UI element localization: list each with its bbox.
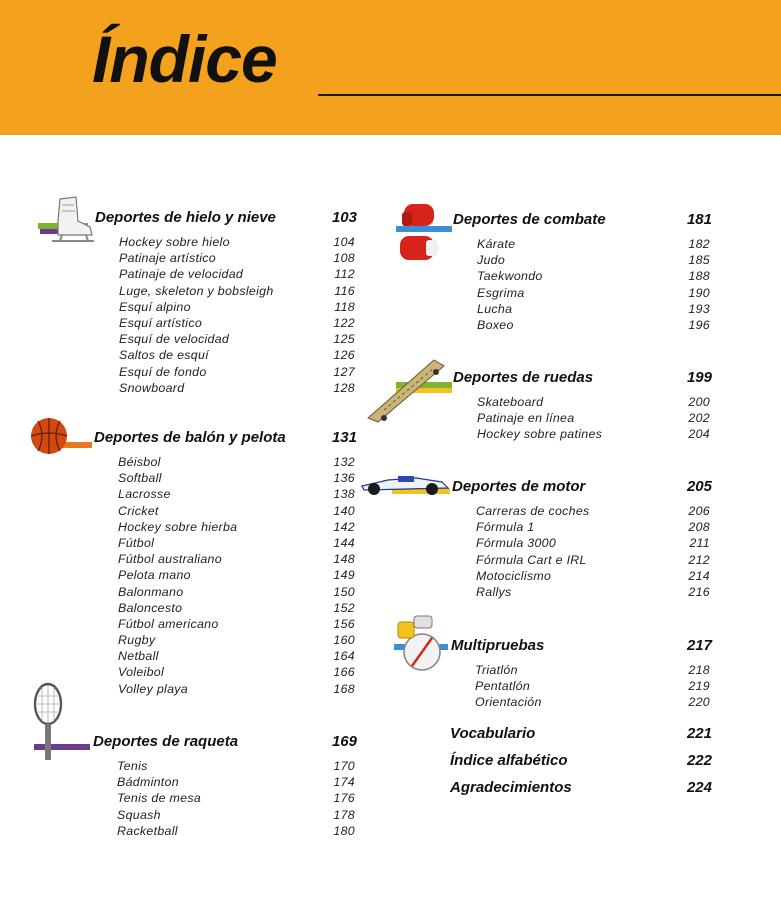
list-item[interactable] [117, 823, 357, 839]
list-item[interactable] [476, 535, 712, 551]
entry-page: 211 [689, 536, 710, 551]
entry-label: Esquí alpino [119, 299, 191, 314]
list-item[interactable] [118, 486, 357, 502]
list-item[interactable] [119, 380, 357, 396]
entry-list [118, 454, 357, 697]
list-item[interactable] [477, 426, 712, 442]
entry-list [477, 394, 712, 443]
list-item[interactable] [118, 454, 357, 470]
entry-page: 149 [333, 568, 355, 583]
list-item[interactable] [475, 678, 712, 694]
entry-page: 196 [688, 317, 710, 332]
list-item[interactable] [119, 315, 357, 331]
section-title: Deportes de motor [452, 478, 586, 495]
entry-page: 182 [688, 237, 710, 251]
entry-page: 208 [688, 520, 710, 535]
extra-label: Vocabulario [450, 725, 536, 742]
list-item[interactable] [477, 301, 712, 317]
entry-label: Motociclismo [476, 568, 552, 583]
entry-label: Baloncesto [118, 600, 183, 615]
entry-label: Tenis [117, 759, 148, 773]
entry-indice-alfabetico[interactable] [450, 752, 712, 769]
section-heading[interactable] [453, 369, 712, 386]
entry-page: 218 [688, 663, 710, 677]
entry-page: 212 [688, 552, 710, 567]
list-item[interactable] [119, 364, 357, 380]
list-item[interactable] [477, 394, 712, 410]
list-item[interactable] [477, 317, 712, 333]
entry-page: 118 [334, 299, 355, 314]
entry-label: Skateboard [477, 395, 544, 409]
entry-label: Fórmula Cart e IRL [476, 552, 587, 567]
extra-label: Índice alfabético [450, 752, 568, 769]
entry-label: Fórmula 3000 [476, 536, 557, 551]
list-item[interactable] [119, 331, 357, 347]
section-balon-pelota [94, 429, 357, 697]
entry-label: Cricket [118, 503, 159, 518]
section-title: Multipruebas [451, 637, 545, 654]
section-title: Deportes de combate [453, 211, 606, 228]
entry-label: Orientación [475, 695, 542, 710]
section-page: 181 [686, 211, 712, 228]
entry-label: Patinaje en línea [477, 411, 575, 426]
list-item[interactable] [119, 299, 357, 315]
entry-label: Squash [117, 807, 161, 822]
list-item[interactable] [476, 503, 712, 519]
list-item[interactable] [117, 758, 357, 774]
entry-list [475, 662, 712, 711]
entry-list [477, 236, 712, 333]
list-item[interactable] [118, 470, 357, 486]
entry-page: 144 [333, 535, 355, 550]
section-heading[interactable] [452, 478, 712, 495]
list-item[interactable] [117, 807, 357, 823]
entry-label: Lucha [477, 301, 513, 316]
entry-label: Fútbol [118, 535, 155, 550]
list-item[interactable] [118, 535, 357, 551]
list-item[interactable] [118, 567, 357, 583]
list-item[interactable] [119, 347, 357, 363]
ice-skate-icon [38, 195, 96, 253]
entry-label: Carreras de coches [476, 504, 590, 518]
entry-page: 148 [333, 552, 355, 567]
section-heading[interactable] [451, 637, 712, 654]
entry-page: 168 [333, 681, 355, 696]
section-combate [453, 211, 712, 333]
section-ruedas [453, 369, 712, 443]
entry-vocabulario[interactable] [450, 725, 712, 742]
race-car-icon [358, 466, 454, 502]
entry-list [117, 758, 357, 839]
section-page: 131 [331, 429, 357, 446]
page-title: Índice [92, 22, 277, 96]
list-item[interactable] [118, 632, 357, 648]
entry-page: 156 [333, 616, 355, 631]
entry-page: 185 [688, 253, 710, 268]
entry-page: 170 [333, 759, 355, 773]
section-page: 169 [331, 733, 357, 750]
entry-page: 202 [688, 411, 710, 426]
title-rule [318, 94, 781, 96]
skateboard-icon [364, 356, 454, 424]
entry-label: Triatlón [475, 663, 518, 677]
extra-page: 224 [686, 779, 712, 796]
entry-label: Tenis de mesa [117, 791, 202, 806]
entry-page: 220 [688, 695, 710, 710]
entry-label: Rugby [118, 633, 156, 648]
entry-label: Fórmula 1 [476, 520, 535, 535]
entry-page: 138 [333, 487, 355, 502]
entry-page: 216 [688, 584, 710, 599]
entry-label: Esgrima [477, 285, 525, 300]
entry-label: Balonmano [118, 584, 184, 599]
entry-page: 104 [333, 235, 355, 249]
section-heading[interactable] [95, 209, 357, 226]
entry-label: Volley playa [118, 681, 188, 696]
list-item[interactable] [476, 568, 712, 584]
section-hielo-nieve [95, 209, 357, 396]
list-item[interactable] [475, 662, 712, 678]
list-item[interactable] [118, 616, 357, 632]
entry-page: 125 [333, 332, 355, 347]
list-item[interactable] [118, 600, 357, 616]
list-item[interactable] [477, 410, 712, 426]
entry-page: 122 [333, 315, 355, 330]
basketball-icon [30, 416, 94, 456]
entry-label: Pelota mano [118, 568, 191, 583]
tennis-racket-icon [32, 682, 94, 764]
entry-label: Rallys [476, 584, 512, 599]
entry-page: 150 [333, 584, 355, 599]
list-item[interactable] [476, 552, 712, 568]
entry-label: Fútbol australiano [118, 552, 222, 567]
section-title: Deportes de ruedas [453, 369, 594, 386]
section-raqueta [93, 733, 357, 839]
entry-label: Béisbol [118, 455, 161, 469]
entry-label: Softball [118, 471, 162, 486]
entry-list [119, 234, 357, 396]
entry-label: Snowboard [119, 380, 185, 395]
entry-page: 128 [333, 380, 355, 395]
entry-page: 176 [333, 791, 355, 806]
list-item[interactable] [118, 551, 357, 567]
entry-label: Esquí de fondo [119, 364, 207, 379]
list-item[interactable] [477, 236, 712, 252]
list-item[interactable] [477, 268, 712, 284]
extra-label: Agradecimientos [450, 779, 572, 796]
entry-label: Lacrosse [118, 487, 171, 502]
entry-label: Esquí de velocidad [119, 332, 230, 347]
entry-page: 204 [688, 427, 710, 442]
section-motor [452, 478, 712, 600]
entry-page: 112 [334, 267, 355, 282]
list-item[interactable] [477, 285, 712, 301]
entry-page: 206 [688, 504, 710, 518]
list-item[interactable] [119, 234, 357, 250]
entry-page: 126 [333, 348, 355, 363]
entry-label: Pentatlón [475, 679, 531, 694]
entry-page: 214 [688, 568, 710, 583]
entry-page: 193 [688, 301, 710, 316]
list-item[interactable] [118, 664, 357, 680]
entry-page: 116 [334, 283, 355, 298]
entry-page: 108 [333, 251, 355, 266]
entry-label: Patinaje artístico [119, 251, 216, 266]
entry-label: Patinaje de velocidad [119, 267, 244, 282]
section-title: Deportes de balón y pelota [94, 429, 286, 446]
list-item[interactable] [476, 584, 712, 600]
list-item[interactable] [119, 266, 357, 282]
section-multipruebas [451, 637, 712, 711]
entry-list [476, 503, 712, 600]
entry-label: Voleibol [118, 665, 165, 680]
section-title: Deportes de hielo y nieve [95, 209, 276, 226]
entry-label: Bádminton [117, 775, 179, 790]
list-item[interactable] [119, 250, 357, 266]
entry-label: Judo [477, 253, 506, 268]
section-page: 103 [331, 209, 357, 226]
entry-page: 188 [688, 269, 710, 284]
section-page: 205 [686, 478, 712, 495]
list-item[interactable] [117, 774, 357, 790]
section-heading[interactable] [93, 733, 357, 750]
entry-label: Hockey sobre patines [477, 427, 603, 442]
extra-page: 222 [686, 752, 712, 769]
multisport-icon [390, 614, 450, 678]
list-item[interactable] [118, 503, 357, 519]
section-heading[interactable] [94, 429, 357, 446]
entry-label: Kárate [477, 237, 516, 251]
list-item[interactable] [119, 283, 357, 299]
entry-label: Boxeo [477, 317, 514, 332]
entry-page: 136 [333, 471, 355, 486]
entry-label: Saltos de esquí [119, 348, 209, 363]
list-item[interactable] [118, 519, 357, 535]
entry-label: Racketball [117, 823, 178, 838]
entry-label: Hockey sobre hielo [119, 235, 230, 249]
entry-page: 160 [333, 633, 355, 648]
entry-label: Netball [118, 649, 159, 664]
entry-page: 219 [688, 679, 710, 694]
entry-page: 178 [333, 807, 355, 822]
entry-page: 164 [333, 649, 355, 664]
section-title: Deportes de raqueta [93, 733, 239, 750]
section-heading[interactable] [453, 211, 712, 228]
entry-page: 200 [688, 395, 710, 409]
entry-agradecimientos[interactable] [450, 779, 712, 796]
list-item[interactable] [118, 584, 357, 600]
section-page: 217 [686, 637, 712, 654]
entry-page: 180 [333, 823, 355, 838]
list-item[interactable] [118, 681, 357, 697]
entry-page: 190 [688, 285, 710, 300]
list-item[interactable] [477, 252, 712, 268]
entry-page: 132 [333, 455, 355, 469]
boxing-gloves-icon [396, 202, 454, 266]
entry-label: Esquí artístico [119, 315, 203, 330]
entry-page: 166 [333, 665, 355, 680]
list-item[interactable] [476, 519, 712, 535]
entry-label: Luge, skeleton y bobsleigh [119, 283, 274, 298]
section-page: 199 [686, 369, 712, 386]
list-item[interactable] [118, 648, 357, 664]
extra-page: 221 [686, 725, 712, 742]
list-item[interactable] [475, 694, 712, 710]
entry-label: Taekwondo [477, 269, 543, 284]
entry-label: Hockey sobre hierba [118, 519, 238, 534]
entry-label: Fútbol americano [118, 616, 219, 631]
entry-page: 142 [333, 519, 355, 534]
entry-page: 127 [333, 364, 355, 379]
entry-page: 152 [333, 600, 355, 615]
entry-page: 174 [333, 775, 355, 790]
list-item[interactable] [117, 790, 357, 806]
entry-page: 140 [333, 503, 355, 518]
